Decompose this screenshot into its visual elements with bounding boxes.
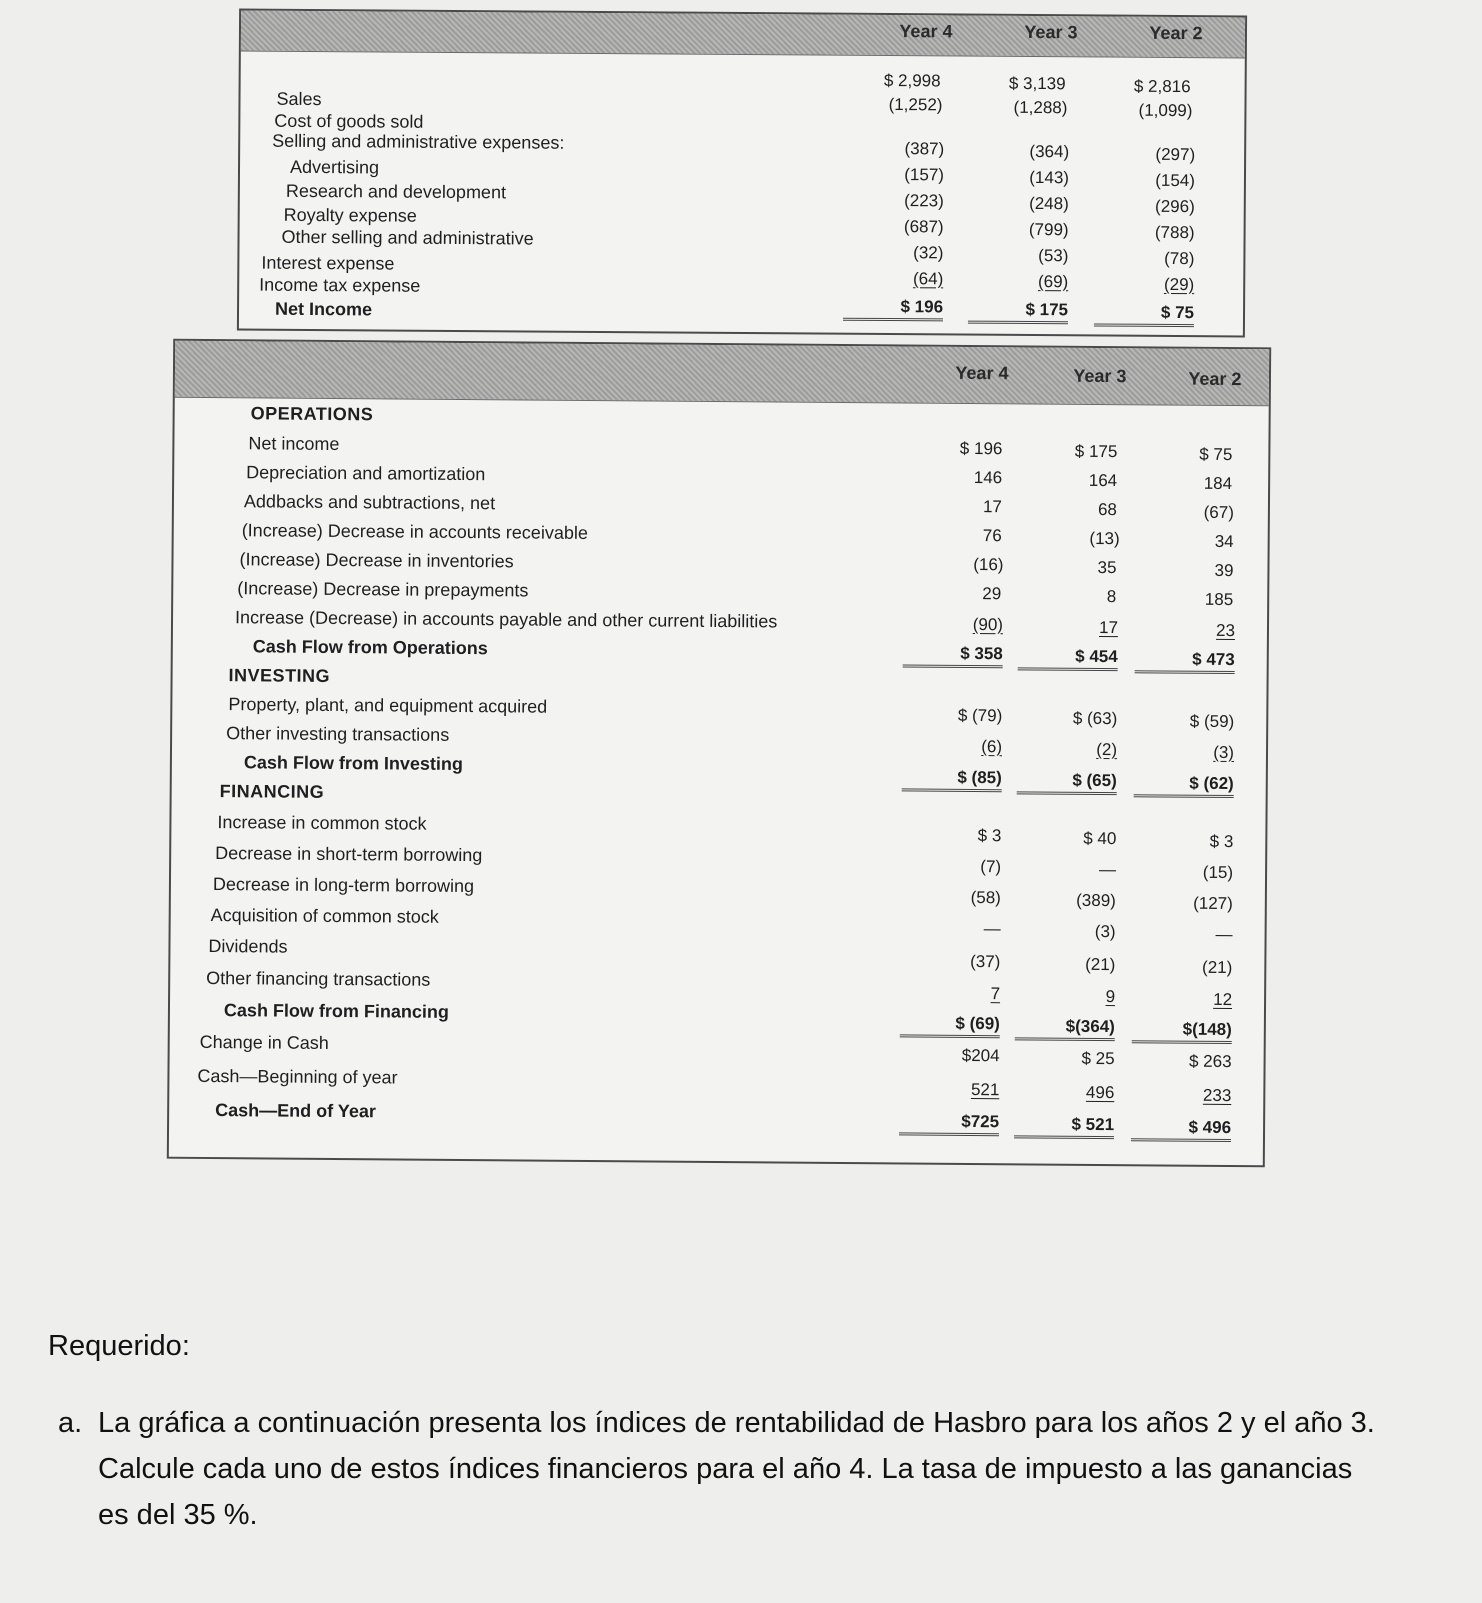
question-text: La gráfica a continuación presenta los índices de rentabilidad de Hasbro para los años 2 y el año 3. Calcule cada uno de estos índices financieros para el año 4. La tasa de impuesto a las ganancias es del 35 %. <box>98 1407 1375 1531</box>
cash-col-year4: Year 4 <box>955 362 1009 384</box>
cash-value: 35 <box>1097 557 1117 578</box>
income-value: (154) <box>1155 170 1196 191</box>
question-tag: a. <box>58 1407 83 1439</box>
cash-value: $204 <box>961 1045 1000 1066</box>
cash-col-year2: Year 2 <box>1188 368 1242 390</box>
income-value: (143) <box>1029 168 1070 188</box>
cash-value: (90) <box>972 614 1004 635</box>
cash-row <box>174 462 1268 495</box>
cash-row <box>174 491 1268 524</box>
income-value: $ 2,998 <box>883 70 941 91</box>
cash-value: $ 263 <box>1188 1051 1232 1072</box>
cash-value: (3) <box>1213 742 1235 763</box>
income-label: Selling and administrative expenses: <box>272 130 565 153</box>
cash-row <box>174 433 1268 466</box>
income-col-year3: Year 3 <box>1024 21 1078 43</box>
cash-label: Increase (Decrease) in accounts payable and other current liabilities <box>234 607 778 632</box>
cash-value: $ (62) <box>1134 773 1234 798</box>
income-label: Income tax expense <box>259 274 421 296</box>
cash-value: $ 3 <box>1209 831 1234 852</box>
cash-value: — <box>983 919 1001 939</box>
cash-value: (13) <box>1089 528 1120 549</box>
cash-label: Increase in common stock <box>217 812 427 834</box>
income-label: Cost of goods sold <box>274 110 424 132</box>
requerido-heading: Requerido: <box>48 1330 190 1362</box>
cash-label: Net income <box>248 433 340 455</box>
income-label: Net Income <box>274 298 373 320</box>
cash-label: (Increase) Decrease in inventories <box>239 549 514 572</box>
cash-row <box>175 403 1269 436</box>
income-label: Other selling and administrative <box>281 226 534 249</box>
cash-label: Decrease in long-term borrowing <box>212 874 475 897</box>
cash-value: 29 <box>982 584 1002 604</box>
cash-value: 23 <box>1215 620 1236 641</box>
cash-value: $ 496 <box>1131 1117 1231 1142</box>
income-value: $ 75 <box>1094 302 1194 327</box>
cash-value: $ (59) <box>1189 711 1235 732</box>
cash-value: 68 <box>1097 499 1117 520</box>
income-value: (687) <box>903 217 944 237</box>
cash-row <box>172 694 1266 732</box>
cash-value: 184 <box>1203 473 1233 494</box>
cash-value: 164 <box>1088 470 1118 491</box>
cash-value: (6) <box>981 737 1003 757</box>
income-label: Research and development <box>285 180 507 203</box>
income-value: (53) <box>1038 246 1069 266</box>
cash-value: (67) <box>1203 502 1234 523</box>
cash-label: (Increase) Decrease in accounts receivable <box>241 520 588 543</box>
cash-value: (3) <box>1094 921 1116 942</box>
cash-total-label: Cash—End of Year <box>215 1100 376 1122</box>
cash-value: $ 196 <box>959 438 1003 459</box>
cash-value: 17 <box>1099 617 1119 638</box>
cash-value: (15) <box>1202 862 1234 883</box>
income-value: (64) <box>912 269 944 289</box>
income-row <box>239 297 1243 331</box>
cash-value: $ 75 <box>1199 444 1233 465</box>
cash-value: $ (69) <box>900 1013 1000 1038</box>
cash-value: (37) <box>970 951 1001 972</box>
income-value: (32) <box>913 243 944 263</box>
cash-value: 233 <box>1202 1085 1232 1106</box>
cash-value: 8 <box>1106 587 1117 607</box>
cash-col-year3: Year 3 <box>1073 365 1127 387</box>
income-label: Advertising <box>289 156 380 178</box>
cash-value: $(148) <box>1132 1019 1232 1044</box>
income-value: (248) <box>1029 194 1069 214</box>
cash-value: (21) <box>1202 957 1233 978</box>
income-value: (788) <box>1154 222 1195 243</box>
cash-section-label: OPERATIONS <box>250 403 374 425</box>
income-value: $ 196 <box>843 297 943 322</box>
cash-value: 9 <box>1105 987 1116 1007</box>
cash-value: $ 25 <box>1081 1048 1115 1069</box>
income-statement-table <box>237 8 1247 337</box>
cash-value: $(364) <box>1015 1016 1115 1041</box>
income-value: (387) <box>904 139 945 159</box>
cash-value: 146 <box>973 467 1003 488</box>
cash-value: $725 <box>899 1111 999 1136</box>
cash-value: (21) <box>1085 954 1116 975</box>
cash-value: $ 473 <box>1135 649 1235 674</box>
cash-total-label: Cash Flow from Operations <box>252 636 488 659</box>
income-value: (29) <box>1163 274 1195 295</box>
cash-row <box>173 549 1267 582</box>
cash-row <box>171 812 1265 852</box>
cash-value: — <box>1099 859 1117 880</box>
cash-value: $ (65) <box>1017 770 1117 795</box>
cash-label: Other investing transactions <box>226 723 450 745</box>
cash-label: (Increase) Decrease in prepayments <box>237 578 529 601</box>
cash-value: (2) <box>1096 739 1118 760</box>
income-col-year4: Year 4 <box>899 21 953 42</box>
cash-row <box>174 520 1268 553</box>
cash-label: Depreciation and amortization <box>246 462 486 485</box>
cash-value: 17 <box>982 497 1003 517</box>
income-value: $ 2,816 <box>1133 76 1191 97</box>
cash-value: (127) <box>1193 893 1233 914</box>
cash-value: 34 <box>1214 531 1234 552</box>
income-value: (297) <box>1155 144 1196 165</box>
cash-value: $ 454 <box>1018 646 1118 671</box>
cash-value: 12 <box>1213 989 1233 1010</box>
cash-section-label: FINANCING <box>219 781 325 802</box>
cash-row <box>173 607 1267 640</box>
income-value: (1,252) <box>888 95 943 115</box>
income-value: (157) <box>904 165 945 185</box>
question-a <box>58 1400 1388 1538</box>
cash-label: Other financing transactions <box>206 967 431 990</box>
cash-value: $ (79) <box>957 705 1003 726</box>
cash-row <box>173 578 1267 611</box>
cash-flow-table <box>167 339 1271 1168</box>
cash-value: 76 <box>982 526 1002 546</box>
cash-label: Acquisition of common stock <box>210 905 439 927</box>
income-value: (69) <box>1037 272 1069 292</box>
cash-value: $ 175 <box>1074 441 1118 462</box>
income-value: (799) <box>1028 220 1069 240</box>
income-label: Interest expense <box>261 252 395 274</box>
income-value: (1,099) <box>1138 100 1193 121</box>
cash-value: (58) <box>970 887 1001 908</box>
income-label: Sales <box>276 88 322 110</box>
income-value: (364) <box>1029 142 1070 162</box>
cash-value: 185 <box>1204 589 1234 610</box>
cash-value: 39 <box>1214 560 1234 581</box>
cash-total-label: Cash Flow from Investing <box>243 752 464 774</box>
income-value: (78) <box>1164 248 1195 269</box>
cash-value: 496 <box>1085 1082 1115 1103</box>
income-value: $ 175 <box>968 300 1068 325</box>
income-label: Royalty expense <box>283 204 417 226</box>
cash-value: $ (63) <box>1072 708 1118 729</box>
cash-total-label: Cash Flow from Financing <box>223 1000 450 1022</box>
cash-label: Decrease in short-term borrowing <box>215 843 483 866</box>
cash-value: 521 <box>970 1079 1000 1100</box>
cash-value: $ (85) <box>902 767 1002 792</box>
income-value: $ 3,139 <box>1008 73 1066 94</box>
cash-value: (389) <box>1076 890 1116 911</box>
cash-label: Dividends <box>208 935 288 957</box>
cash-row <box>173 636 1267 669</box>
cash-value: 7 <box>990 984 1001 1004</box>
cash-value: (7) <box>980 857 1002 877</box>
income-value: (223) <box>904 191 944 211</box>
income-value: (1,288) <box>1013 97 1068 118</box>
income-col-year2: Year 2 <box>1149 22 1203 44</box>
cash-value: (16) <box>973 554 1004 575</box>
cash-value: $ 3 <box>977 826 1002 846</box>
cash-value: $ 521 <box>1014 1114 1114 1139</box>
cash-label: Change in Cash <box>199 1031 329 1053</box>
cash-row <box>169 1065 1263 1106</box>
cash-label: Addbacks and subtractions, net <box>243 491 496 514</box>
cash-section-label: INVESTING <box>228 665 331 686</box>
cash-value: — <box>1215 924 1233 945</box>
cash-value: $ 358 <box>903 643 1003 668</box>
cash-row <box>169 1100 1263 1138</box>
cash-label: Cash—Beginning of year <box>197 1065 398 1088</box>
cash-label: Property, plant, and equipment acquired <box>228 694 548 717</box>
income-value: (296) <box>1155 196 1195 217</box>
cash-value: $ 40 <box>1083 828 1117 849</box>
